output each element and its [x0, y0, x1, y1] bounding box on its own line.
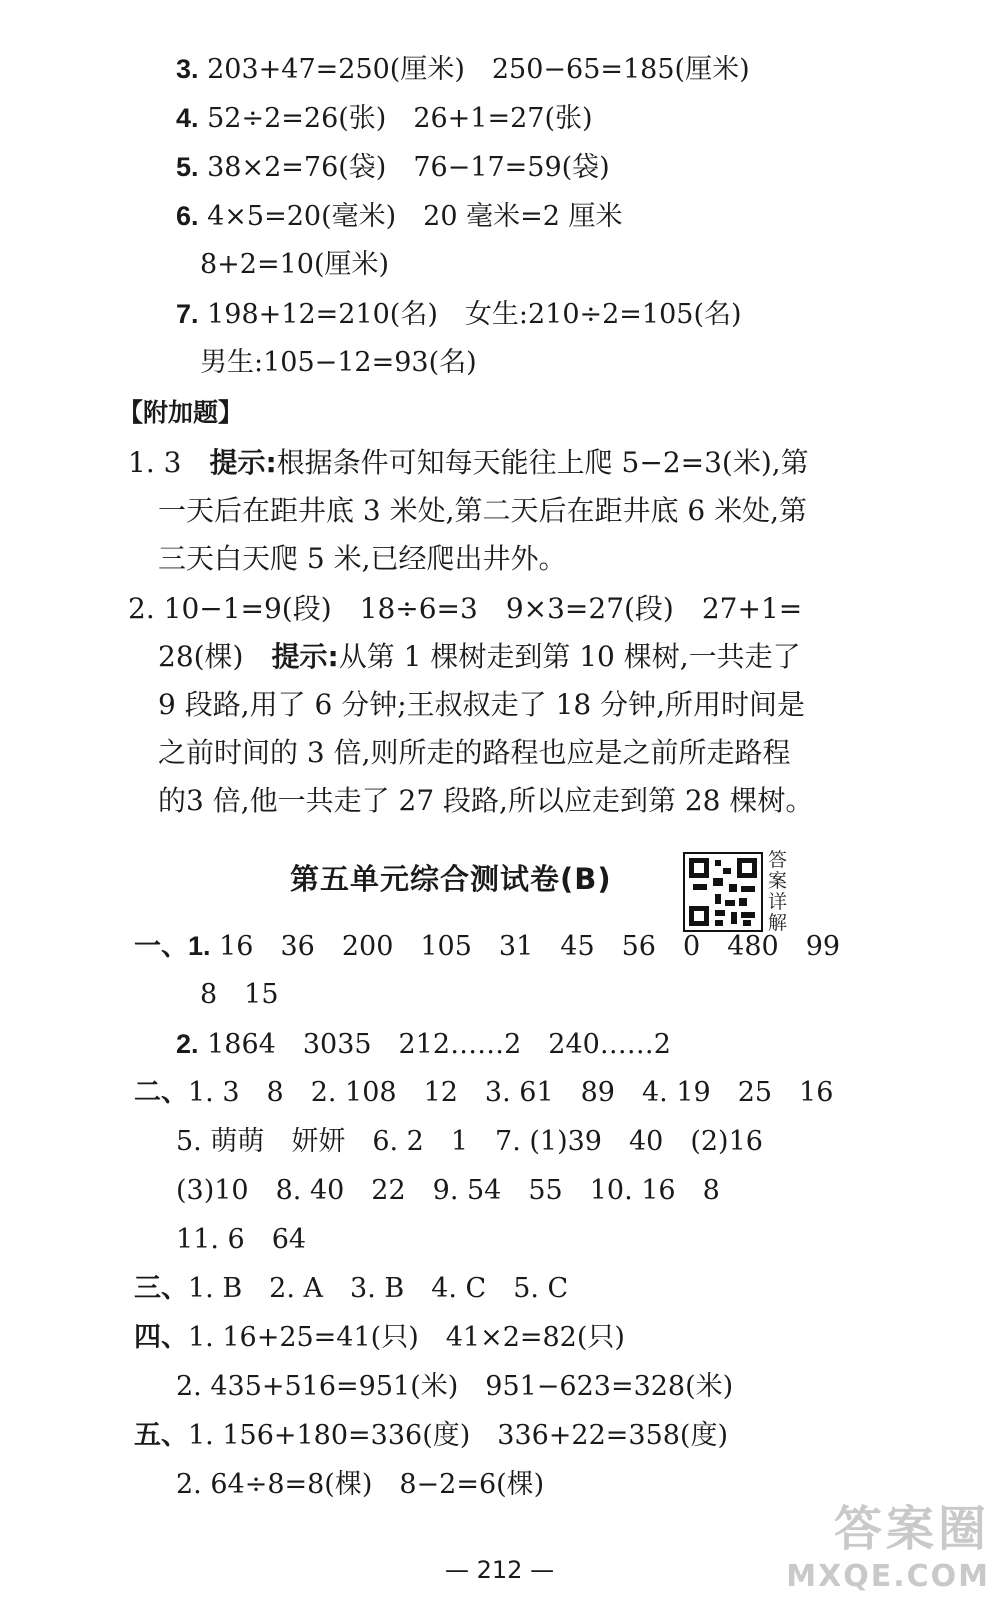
bonus-q2-line2: 28(棵) 提示:从第 1 棵树走到第 10 棵树,一共走了	[158, 640, 801, 673]
s1-line2: 2. 1864 3035 212……2 240……2	[176, 1029, 671, 1060]
qr-code-icon[interactable]	[683, 852, 763, 932]
bonus-q1-line1: 1. 3 提示:根据条件可知每天能往上爬 5−2=3(米),第	[128, 446, 809, 479]
answer-line-7b: 男生:105−12=93(名)	[200, 347, 477, 378]
s1-line1: 一、1. 16 36 200 105 31 45 56 0 480 99	[134, 931, 841, 962]
s2-line3: (3)10 8. 40 22 9. 54 55 10. 16 8	[176, 1175, 720, 1206]
answer-line-6b: 8+2=10(厘米)	[200, 249, 390, 280]
s2-line2: 5. 萌萌 妍妍 6. 2 1 7. (1)39 40 (2)16	[176, 1126, 763, 1157]
s2-line4: 11. 6 64	[176, 1224, 307, 1255]
bonus-q2-line3: 9 段路,用了 6 分钟;王叔叔走了 18 分钟,所用时间是	[158, 688, 805, 721]
watermark-logo: 答案圈 MXQE.COM	[786, 1501, 990, 1594]
bonus-q2-line5: 的3 倍,他一共走了 27 段路,所以应走到第 28 棵树。	[158, 784, 814, 817]
answer-line-5: 5. 38×2=76(袋) 76−17=59(袋)	[176, 152, 610, 183]
answer-line-7: 7. 198+12=210(名) 女生:210÷2=105(名)	[176, 299, 742, 330]
s1-line1b: 8 15	[200, 979, 279, 1010]
s2-line1: 二、1. 3 8 2. 108 12 3. 61 89 4. 19 25 16	[134, 1077, 834, 1108]
answer-line-3: 3. 203+47=250(厘米) 250−65=185(厘米)	[176, 54, 750, 85]
s5-line2: 2. 64÷8=8(棵) 8−2=6(棵)	[176, 1469, 545, 1500]
s4-line1: 四、1. 16+25=41(只) 41×2=82(只)	[134, 1322, 625, 1353]
qr-label: 答 案 详 解	[768, 849, 788, 934]
s4-line2: 2. 435+516=951(米) 951−623=328(米)	[176, 1371, 734, 1402]
bonus-heading: 【附加题】	[118, 398, 244, 427]
bonus-q1-line3: 三天白天爬 5 米,已经爬出井外。	[158, 542, 567, 575]
answer-line-4: 4. 52÷2=26(张) 26+1=27(张)	[176, 103, 593, 134]
answer-line-6: 6. 4×5=20(毫米) 20 毫米=2 厘米	[176, 201, 623, 232]
bonus-q2-line4: 之前时间的 3 倍,则所走的路程也应是之前所走路程	[158, 736, 791, 769]
page-number: — 212 —	[445, 1556, 555, 1584]
s5-line1: 五、1. 156+180=336(度) 336+22=358(度)	[134, 1420, 728, 1451]
bonus-q1-line2: 一天后在距井底 3 米处,第二天后在距井底 6 米处,第	[158, 494, 808, 527]
section-title: 第五单元综合测试卷(B)	[290, 862, 612, 896]
bonus-q2-line1: 2. 10−1=9(段) 18÷6=3 9×3=27(段) 27+1=	[128, 592, 803, 625]
s3-line: 三、1. B 2. A 3. B 4. C 5. C	[134, 1273, 569, 1304]
